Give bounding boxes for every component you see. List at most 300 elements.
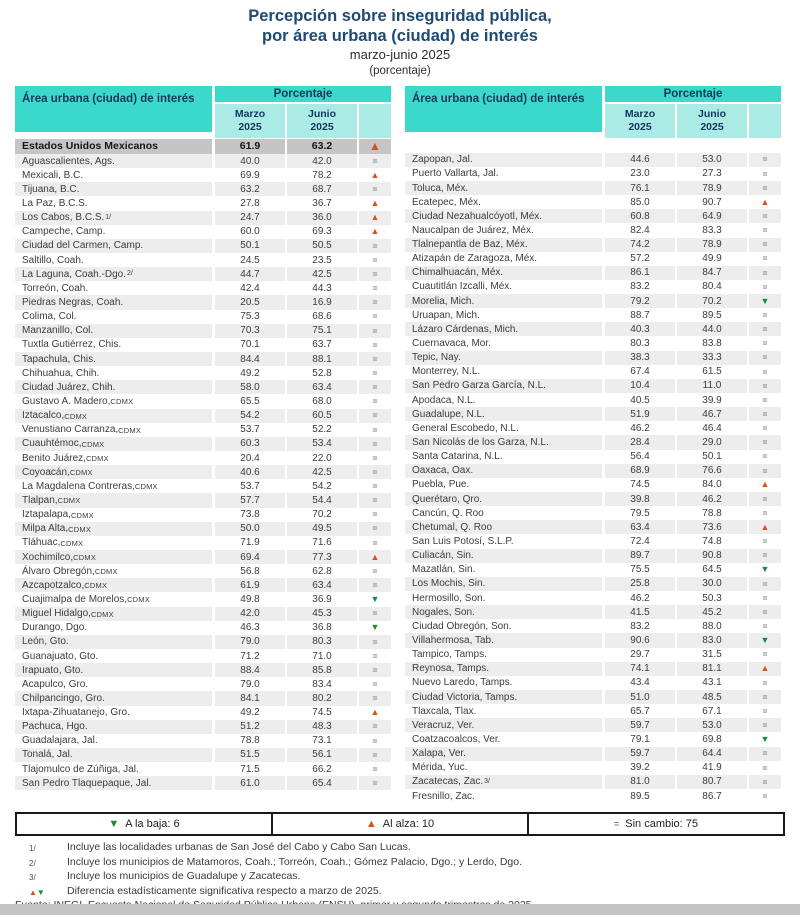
legend-up-label: Al alza: 10 <box>382 818 435 831</box>
no-change-icon: = <box>372 466 378 477</box>
trend-cell <box>749 223 781 237</box>
city-name-cell: Acapulco, Gro. <box>22 678 89 690</box>
junio-value-cell: 71.6 <box>312 537 332 549</box>
city-name-cell: Coyoacán, CDMX <box>15 465 212 479</box>
up-triangle-icon: ▲ <box>370 198 380 208</box>
city-name-cell: La Laguna, Coah.-Dgo. 2/ <box>15 267 212 281</box>
marzo-value-cell: 44.6 <box>605 153 675 167</box>
marzo-value-cell: 49.2 <box>240 707 260 719</box>
no-change-icon: = <box>762 606 768 617</box>
junio-value-cell: 67.1 <box>702 705 722 717</box>
city-name-cell: Cuauhtémoc, CDMX <box>15 437 212 451</box>
city-name-cell: Puerto Vallarta, Jal. <box>412 168 499 180</box>
table-row <box>405 421 781 435</box>
junio-value-cell: 78.9 <box>677 238 747 252</box>
table-row <box>15 394 391 408</box>
junio-value-cell: 74.5 <box>312 707 332 719</box>
junio-value-cell: 29.0 <box>677 435 747 449</box>
city-name-cell: Milpa Alta, CDMX <box>15 522 212 536</box>
city-name-cell: Tlalpan, CDMX <box>15 493 212 507</box>
marzo-value-cell: 63.2 <box>215 182 285 196</box>
up-triangle-icon: ▲ <box>370 226 380 237</box>
city-name-cell: Tonalá, Jal. <box>15 748 212 762</box>
table-row <box>405 662 781 676</box>
table-row <box>15 621 391 635</box>
junio-value-cell: 80.4 <box>702 281 722 293</box>
city-name-cell: Torreón, Coah. <box>22 282 89 294</box>
trend-cell <box>359 380 391 394</box>
junio-value-cell: 53.0 <box>677 718 747 732</box>
cdmx-label: CDMX <box>110 397 134 407</box>
table-row <box>15 748 391 762</box>
marzo-value-cell: 74.5 <box>630 479 650 491</box>
trend-cell <box>359 154 391 168</box>
table-row <box>15 154 391 168</box>
no-change-icon: = <box>762 211 768 222</box>
junio-value-cell: 65.4 <box>287 776 357 790</box>
trend-cell <box>749 167 781 181</box>
marzo-year-label: 2025 <box>238 120 262 133</box>
column-header-junio <box>287 104 357 138</box>
junio-value-cell: 50.5 <box>287 239 357 253</box>
table-row <box>15 437 391 451</box>
no-change-icon: = <box>372 396 378 407</box>
no-change-icon: = <box>762 720 768 731</box>
table-row <box>15 281 391 295</box>
table-row <box>405 648 781 662</box>
no-change-icon: = <box>762 465 768 476</box>
marzo-value-cell: 83.2 <box>630 281 650 293</box>
no-change-icon: = <box>372 438 378 449</box>
junio-value-cell: 44.3 <box>312 282 332 294</box>
marzo-value-cell: 10.4 <box>605 379 675 393</box>
junio-value-cell: 36.9 <box>312 593 332 605</box>
table-row <box>405 153 781 167</box>
city-name-cell: Chilpancingo, Gro. <box>15 691 212 705</box>
table-row <box>15 182 391 196</box>
trend-cell <box>359 168 391 182</box>
marzo-value-cell: 73.8 <box>240 509 260 521</box>
junio-value-cell: 83.8 <box>702 338 722 350</box>
no-change-icon: = <box>762 677 768 688</box>
up-triangle-icon: ▲ <box>369 139 381 154</box>
marzo-value-cell: 75.3 <box>240 311 260 323</box>
marzo-value-cell: 42.0 <box>215 607 285 621</box>
no-change-icon: = <box>762 536 768 547</box>
trend-cell <box>749 478 781 492</box>
trend-cell <box>749 209 781 223</box>
marzo-value-cell: 24.5 <box>240 254 260 266</box>
trend-cell <box>359 748 391 762</box>
table-row <box>405 577 781 591</box>
city-name-cell: Tlajomulco de Zúñiga, Jal. <box>22 763 139 775</box>
city-name-cell: Monterrey, N.L. <box>412 366 481 378</box>
no-change-icon: = <box>372 650 378 661</box>
legend-bar <box>15 812 785 836</box>
trend-cell <box>749 252 781 266</box>
trend-cell <box>359 394 391 408</box>
table-row <box>15 649 391 663</box>
no-change-icon: = <box>372 382 378 393</box>
trend-cell <box>749 379 781 393</box>
trend-cell <box>749 351 781 365</box>
trend-cell <box>749 633 781 647</box>
footnote-text: Incluye los municipios de Guadalupe y Zacatecas. <box>67 870 301 883</box>
marzo-value-cell: 80.3 <box>630 338 650 350</box>
legend-same-label: Sin cambio: 75 <box>625 818 699 831</box>
junio-value-cell: 56.1 <box>287 748 357 762</box>
table-row <box>405 591 781 605</box>
footnote-text: Incluye los municipios de Matamoros, Coah.; Torreón, Coah.; Gómez Palacio, Dgo.; y Lerdo, Dgo. <box>67 855 523 868</box>
trend-cell <box>749 732 781 746</box>
city-name-cell: Cancún, Q. Roo <box>412 507 484 519</box>
junio-value-cell: 41.9 <box>702 762 722 774</box>
junio-value-cell: 61.5 <box>702 366 722 378</box>
table-row <box>15 139 391 155</box>
table-row <box>15 762 391 776</box>
junio-value-cell: 52.2 <box>312 424 332 436</box>
table-row <box>405 747 781 761</box>
trend-cell <box>359 621 391 635</box>
marzo-value-cell: 39.2 <box>630 762 650 774</box>
trend-cell <box>749 308 781 322</box>
table-row <box>15 352 391 366</box>
marzo-value-cell: 79.1 <box>630 733 650 745</box>
marzo-value-cell: 88.7 <box>630 309 650 321</box>
cdmx-label: CDMX <box>94 567 118 577</box>
marzo-value-cell: 42.4 <box>240 282 260 294</box>
no-change-icon: = <box>762 762 768 773</box>
city-name-cell: Chihuahua, Chih. <box>22 367 100 379</box>
no-change-icon: = <box>762 267 768 278</box>
table-row <box>405 464 781 478</box>
junio-value-cell: 81.1 <box>677 662 747 676</box>
city-name-cell: Tlalnepantla de Baz, Méx. <box>405 238 602 252</box>
trend-cell <box>359 508 391 522</box>
table-row <box>15 663 391 677</box>
trend-cell <box>749 605 781 619</box>
junio-value-cell: 88.0 <box>702 620 722 632</box>
table-row <box>405 252 781 266</box>
city-name-cell: Álvaro Obregón, CDMX <box>22 565 118 577</box>
junio-value-cell: 45.2 <box>677 605 747 619</box>
junio-value-cell: 84.7 <box>677 266 747 280</box>
table-row <box>405 407 781 421</box>
legend-same <box>527 814 783 834</box>
column-header-junio <box>677 104 747 138</box>
junio-value-cell: 86.7 <box>702 790 722 802</box>
marzo-value-cell: 20.4 <box>240 452 260 464</box>
marzo-value-cell: 41.5 <box>605 605 675 619</box>
no-change-icon: = <box>762 507 768 518</box>
trend-cell <box>749 563 781 577</box>
up-triangle-icon: ▲ <box>760 479 770 490</box>
marzo-value-cell: 86.1 <box>605 266 675 280</box>
cdmx-label: CDMX <box>118 425 142 435</box>
table-row <box>405 549 781 563</box>
no-change-icon: = <box>613 818 620 829</box>
trend-cell <box>359 196 391 210</box>
marzo-value-cell: 89.5 <box>630 790 650 802</box>
city-name-cell: Los Mochis, Sin. <box>405 577 602 591</box>
city-name-cell: Toluca, Méx. <box>405 181 602 195</box>
table-row <box>405 676 781 690</box>
trend-cell <box>749 676 781 690</box>
table-row <box>15 493 391 507</box>
marzo-value-cell: 40.0 <box>215 154 285 168</box>
table-row <box>15 465 391 479</box>
junio-value-cell: 63.4 <box>287 380 357 394</box>
right-table <box>405 86 781 804</box>
table-row <box>405 280 781 294</box>
table-row <box>405 761 781 775</box>
city-name-cell: Pachuca, Hgo. <box>15 720 212 734</box>
legend-down-label: A la baja: 6 <box>125 818 180 831</box>
marzo-value-cell: 51.2 <box>215 720 285 734</box>
no-change-icon: = <box>762 225 768 236</box>
table-row <box>405 209 781 223</box>
junio-value-cell: 36.0 <box>287 211 357 225</box>
no-change-icon: = <box>762 592 768 603</box>
no-change-icon: = <box>762 423 768 434</box>
city-name-cell: Aguascalientes, Ags. <box>15 154 212 168</box>
junio-value-cell: 69.8 <box>702 733 722 745</box>
no-change-icon: = <box>762 493 768 504</box>
junio-value-cell: 23.5 <box>312 254 332 266</box>
footnote-line <box>15 841 785 856</box>
trend-cell <box>749 662 781 676</box>
junio-value-cell: 16.9 <box>287 295 357 309</box>
marzo-value-cell: 70.3 <box>215 324 285 338</box>
trend-cell <box>359 776 391 790</box>
city-name-cell: Durango, Dgo. <box>22 622 88 634</box>
trend-cell <box>359 592 391 606</box>
table-row <box>15 706 391 720</box>
junio-value-cell: 70.2 <box>312 509 332 521</box>
marzo-value-cell: 50.0 <box>215 522 285 536</box>
no-change-icon: = <box>372 664 378 675</box>
table-row <box>405 478 781 492</box>
no-change-icon: = <box>372 452 378 463</box>
marzo-value-cell: 40.3 <box>605 322 675 336</box>
trend-cell <box>359 677 391 691</box>
junio-value-cell: 83.3 <box>702 224 722 236</box>
no-change-icon: = <box>762 394 768 405</box>
marzo-value-cell: 69.4 <box>215 550 285 564</box>
trend-cell <box>749 520 781 534</box>
left-table-body <box>15 139 391 791</box>
table-row <box>405 238 781 252</box>
cdmx-label: CDMX <box>84 581 108 591</box>
no-change-icon: = <box>372 495 378 506</box>
cdmx-label: CDMX <box>57 496 81 506</box>
junio-value-cell: 64.9 <box>677 209 747 223</box>
table-row <box>405 492 781 506</box>
table-row <box>15 239 391 253</box>
junio-value-cell: 36.7 <box>312 198 332 209</box>
no-change-icon: = <box>372 749 378 760</box>
marzo-value-cell: 57.7 <box>215 493 285 507</box>
table-row <box>15 734 391 748</box>
junio-year-label: 2025 <box>310 120 334 133</box>
junio-value-cell: 54.2 <box>312 480 332 492</box>
city-name-cell: Hermosillo, Son. <box>412 592 486 604</box>
trend-cell <box>749 534 781 548</box>
junio-value-cell: 74.8 <box>702 536 722 548</box>
junio-value-cell: 54.4 <box>287 493 357 507</box>
junio-value-cell: 62.8 <box>312 565 332 577</box>
table-row <box>15 168 391 182</box>
trend-cell <box>359 225 391 239</box>
junio-value-cell: 88.1 <box>287 352 357 366</box>
table-row <box>405 450 781 464</box>
city-name-cell: San Nicolás de los Garza, N.L. <box>405 435 602 449</box>
junio-value-cell: 48.5 <box>677 690 747 704</box>
junio-value-cell: 46.2 <box>677 492 747 506</box>
trend-cell <box>749 718 781 732</box>
trend-cell <box>749 153 781 167</box>
city-name-cell: Guadalupe, N.L. <box>405 407 602 421</box>
junio-value-cell: 45.3 <box>287 607 357 621</box>
table-row <box>15 578 391 592</box>
city-name-cell: Santa Catarina, N.L. <box>412 451 503 463</box>
junio-value-cell: 46.7 <box>677 407 747 421</box>
trend-cell <box>359 352 391 366</box>
cdmx-label: CDMX <box>64 411 88 421</box>
junio-value-cell: 70.2 <box>677 294 747 308</box>
junio-value-cell: 90.7 <box>702 196 722 208</box>
city-name-cell: Tijuana, B.C. <box>15 182 212 196</box>
junio-value-cell: 46.4 <box>702 422 722 434</box>
table-row <box>15 253 391 267</box>
trend-cell <box>359 423 391 437</box>
trend-cell <box>359 211 391 225</box>
marzo-value-cell: 60.0 <box>240 226 260 238</box>
trend-cell <box>749 421 781 435</box>
junio-value-cell: 39.9 <box>702 394 722 406</box>
city-name-cell: Coatzacoalcos, Ver. <box>412 733 501 745</box>
junio-value-cell: 90.8 <box>677 549 747 563</box>
table-row <box>15 691 391 705</box>
city-name-cell: Ciudad Juárez, Chih. <box>15 380 212 394</box>
table-row <box>405 266 781 280</box>
trend-cell <box>749 619 781 633</box>
marzo-value-cell: 27.8 <box>240 198 260 209</box>
table-row <box>405 223 781 237</box>
city-name-cell: Tapachula, Chis. <box>15 352 212 366</box>
trend-cell <box>359 663 391 677</box>
table-row <box>15 635 391 649</box>
trend-cell <box>749 648 781 662</box>
legend-down <box>17 814 271 834</box>
city-name-cell: Irapuato, Gto. <box>15 663 212 677</box>
no-change-icon: = <box>762 154 768 165</box>
junio-value-cell: 64.4 <box>677 747 747 761</box>
marzo-value-cell: 79.0 <box>240 678 260 690</box>
marzo-value-cell: 40.5 <box>630 394 650 406</box>
trend-cell <box>749 280 781 294</box>
marzo-value-cell: 51.5 <box>215 748 285 762</box>
city-name-cell: Reynosa, Tamps. <box>405 662 602 676</box>
footnote-marker <box>15 885 67 900</box>
table-row <box>15 409 391 423</box>
trend-cell <box>749 195 781 209</box>
trend-cell <box>749 591 781 605</box>
trend-cell <box>749 336 781 350</box>
marzo-value-cell: 70.1 <box>240 339 260 351</box>
junio-value-cell: 44.0 <box>677 322 747 336</box>
trend-cell <box>749 492 781 506</box>
trend-cell <box>359 734 391 748</box>
junio-value-cell: 22.0 <box>312 452 332 464</box>
junio-value-cell: 68.7 <box>287 182 357 196</box>
table-row <box>15 536 391 550</box>
junio-value-cell: 30.0 <box>677 577 747 591</box>
marzo-value-cell: 57.2 <box>630 253 650 265</box>
right-table-body <box>405 139 781 804</box>
city-name-cell: General Escobedo, N.L. <box>412 422 519 434</box>
city-name-cell: Saltillo, Coah. <box>22 254 84 266</box>
trend-cell <box>359 409 391 423</box>
marzo-value-cell: 84.1 <box>215 691 285 705</box>
up-triangle-icon: ▲ <box>370 551 380 562</box>
marzo-value-cell: 74.2 <box>605 238 675 252</box>
marzo-value-cell: 40.6 <box>215 465 285 479</box>
no-change-icon: = <box>372 778 378 789</box>
junio-value-cell: 80.2 <box>287 691 357 705</box>
table-row <box>405 294 781 308</box>
marzo-value-cell: 24.7 <box>215 211 285 225</box>
city-name-cell: Tampico, Tamps. <box>412 649 487 661</box>
junio-value-cell: 43.1 <box>702 677 722 689</box>
trend-cell <box>359 324 391 338</box>
no-change-icon: = <box>372 679 378 690</box>
trend-cell <box>359 649 391 663</box>
junio-value-cell: 63.4 <box>287 578 357 592</box>
column-header-marzo <box>605 104 675 138</box>
city-name-cell: Mérida, Yuc. <box>412 762 468 774</box>
city-name-cell: Colima, Col. <box>22 311 77 323</box>
column-header-trend <box>749 104 781 138</box>
junio-value-cell: 66.2 <box>312 763 332 775</box>
city-name-cell: Tepic, Nay. <box>405 351 602 365</box>
no-change-icon: = <box>372 636 378 647</box>
table-row <box>405 789 781 803</box>
no-change-icon: = <box>762 550 768 561</box>
cdmx-label: CDMX <box>90 609 114 619</box>
junio-value-cell: 60.5 <box>287 409 357 423</box>
no-change-icon: = <box>762 621 768 632</box>
no-change-icon: = <box>762 748 768 759</box>
marzo-value-cell: 88.4 <box>215 663 285 677</box>
no-change-icon: = <box>372 240 378 251</box>
trend-cell <box>359 607 391 621</box>
marzo-value-cell: 89.7 <box>605 549 675 563</box>
table-row <box>15 267 391 281</box>
junio-value-cell: 52.8 <box>312 367 332 379</box>
junio-value-cell: 80.3 <box>287 635 357 649</box>
city-name-cell: Chimalhuacán, Méx. <box>405 266 602 280</box>
city-name-cell: Xochimilco, CDMX <box>15 550 212 564</box>
trend-cell <box>749 549 781 563</box>
column-header-porcentaje: Porcentaje <box>215 86 391 102</box>
no-change-icon: = <box>762 281 768 292</box>
junio-value-cell: 85.8 <box>287 663 357 677</box>
marzo-value-cell: 60.3 <box>215 437 285 451</box>
table-row <box>405 167 781 181</box>
no-change-icon: = <box>372 565 378 576</box>
trend-cell <box>359 691 391 705</box>
